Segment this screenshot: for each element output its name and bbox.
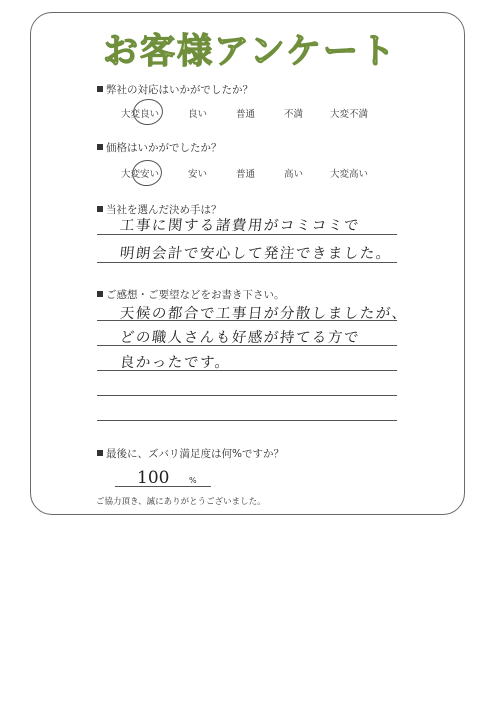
q2-option-3[interactable]: 普通	[236, 169, 256, 180]
score-rule	[115, 486, 211, 487]
bullet-square-icon	[97, 206, 103, 212]
satisfaction-score: 100	[137, 468, 170, 488]
question-4-label: ご感想・ご要望などをお書き下さい。	[106, 289, 285, 301]
bullet-square-icon	[97, 144, 103, 150]
q2-option-5[interactable]: 大変高い	[330, 169, 369, 180]
question-5-label: 最後に、ズバリ満足度は何%ですか？	[106, 448, 284, 460]
answer-rule	[97, 420, 397, 421]
q4-answer-line-3: 良かったです。	[119, 355, 232, 371]
bullet-square-icon	[97, 291, 103, 297]
question-3-label: 当社を選んだ決め手は？	[106, 204, 222, 216]
question-1-label: 弊社の対応はいかがでしたか？	[106, 84, 253, 96]
q1-option-3[interactable]: 普通	[236, 109, 256, 120]
q2-option-1[interactable]: 大変安い	[121, 169, 160, 180]
q4-answer-line-1: 天候の都合で工事日が分散しましたが、	[119, 306, 409, 322]
q2-option-2[interactable]: 安い	[188, 169, 208, 180]
q1-option-5[interactable]: 大変不満	[330, 109, 369, 120]
answer-rule	[97, 320, 397, 321]
survey-title: お客様アンケート	[103, 32, 397, 72]
q1-option-1[interactable]: 大変良い	[121, 109, 160, 120]
q3-answer-line-2: 明朗会計で安心して発注できました。	[119, 246, 393, 262]
question-4	[97, 287, 285, 302]
q3-answer-line-1: 工事に関する諸費用がコミコミで	[119, 218, 361, 234]
answer-rule	[97, 370, 397, 371]
q4-answer-line-2: どの職人さんも好感が持てる方で	[119, 330, 361, 346]
thank-you-footer: ご協力頂き、誠にありがとうございました。	[96, 497, 266, 507]
question-2-label: 価格はいかがでしたか？	[106, 142, 222, 154]
q1-option-4[interactable]: 不満	[284, 109, 304, 120]
q2-option-4[interactable]: 高い	[284, 169, 304, 180]
question-1	[97, 82, 253, 97]
question-2	[97, 140, 222, 155]
answer-rule	[97, 345, 397, 346]
bullet-square-icon	[97, 450, 103, 456]
answer-rule	[97, 262, 397, 263]
q1-option-2[interactable]: 良い	[188, 109, 208, 120]
answer-rule	[97, 395, 397, 396]
percent-unit: %	[189, 476, 197, 485]
question-5	[97, 446, 284, 461]
bullet-square-icon	[97, 86, 103, 92]
answer-rule	[97, 234, 397, 235]
